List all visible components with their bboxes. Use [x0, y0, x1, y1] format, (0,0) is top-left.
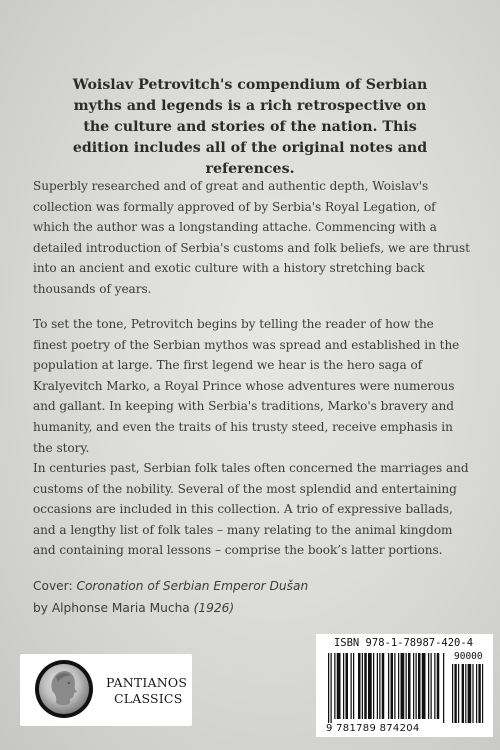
isbn-number: ISBN 978-1-78987-420-4	[333, 637, 474, 649]
cover-artwork-title: Coronation of Serbian Emperor Dušan	[76, 579, 309, 593]
description-paragraph-2: To set the tone, Petrovitch begins by telling the reader of how the finest poetry of the Serbian mythos was spread and established in the population at large. The first legend we hear is the hero saga of Kralyevitch Marko, a Royal Prince whose adventures were numerous and gallant. In keeping with Serbia's traditions, Marko's bravery and humanity, and even the traits of his trusty steed, receive emphasis in the story.	[33, 317, 460, 455]
cover-credit-title-line	[33, 577, 453, 595]
barcode-graphic	[316, 634, 493, 737]
cover-credit-prefix: Cover:	[33, 579, 77, 593]
barcode-digits: 9 781789 874204	[326, 723, 420, 734]
cover-credit-artist-line	[33, 599, 453, 617]
price-code: 90000	[454, 651, 483, 662]
headline-blurb: Woislav Petrovitch's compendium of Serbian myths and legends is a rich retrospective on the culture and stories of the nation. This edition includes all of the original notes and references.	[72, 77, 428, 177]
coin-portrait-icon	[34, 659, 94, 719]
publisher-name-line-2: CLASSICS	[114, 691, 183, 706]
isbn-barcode	[316, 634, 493, 737]
description-paragraph-1: Superbly researched and of great and authentic depth, Woislav's collection was formally approved of by Serbia's Royal Legation, of which the author was a longstanding attache. Commencing with a detailed introduction of Serbia's customs and folk beliefs, we are thrust into an ancient and exotic culture with a history stretching back thousands of years.	[33, 179, 470, 296]
publisher-name-line-1: PANTIANOS	[106, 675, 188, 690]
description-paragraph-3: In centuries past, Serbian folk tales often concerned the marriages and customs of the nobility. Several of the most splendid and entertaining occasions are included in this collection. A trio of expressive ballads, and a lengthy list of folk tales – many relating to the animal kingdom and containing moral lessons – comprise the book’s latter portions.	[33, 461, 469, 558]
publisher-logo	[20, 654, 192, 726]
cover-credit-artist: by Alphonse Maria Mucha	[33, 601, 194, 615]
cover-credit-year: (1926)	[193, 601, 235, 615]
